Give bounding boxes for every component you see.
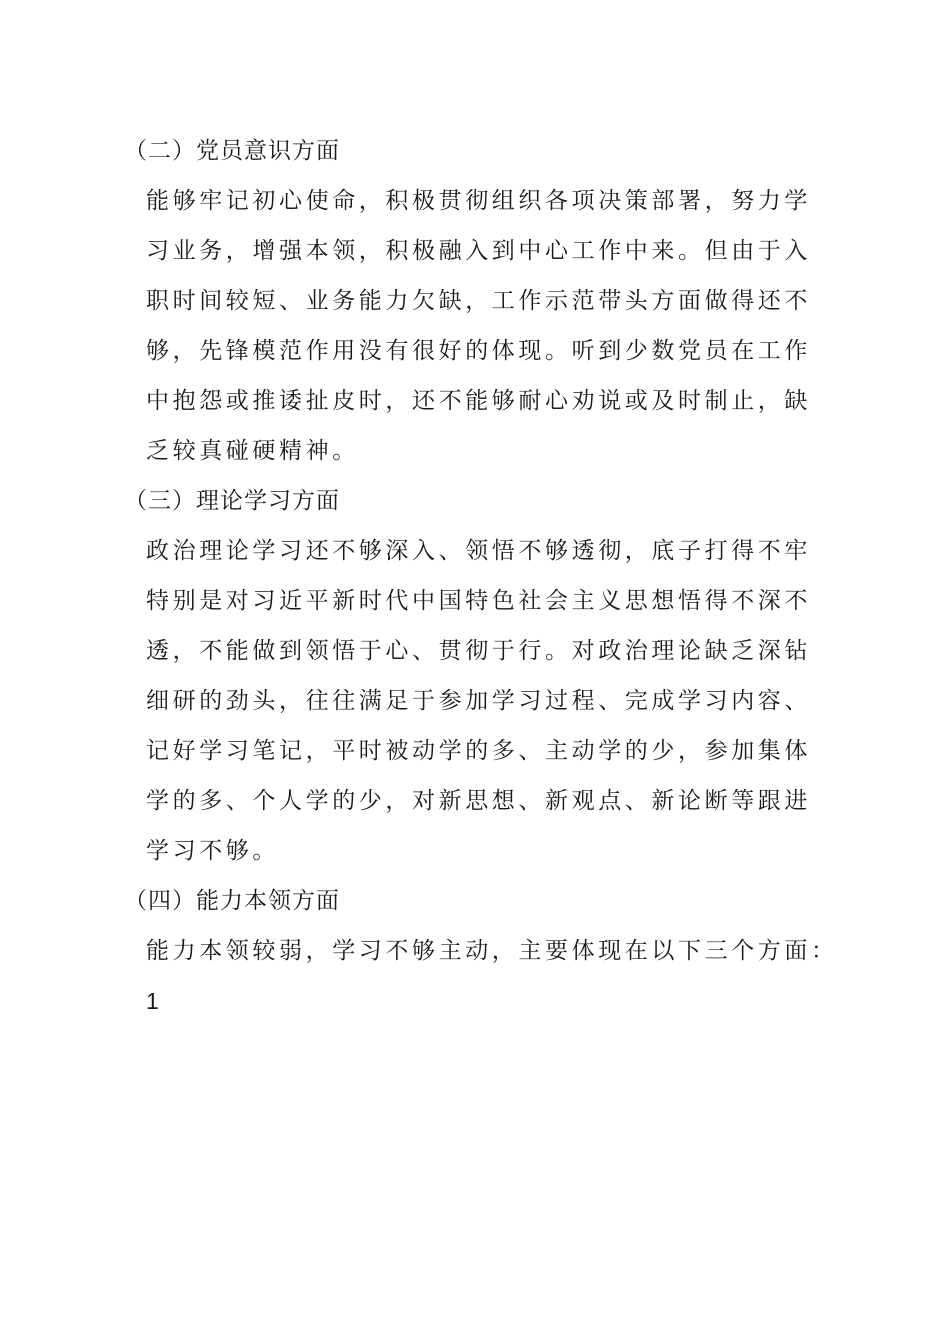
section-heading-theory-study: （三）理论学习方面 [124,488,340,514]
paragraph-line: 能够牢记初心使命，积极贯彻组织各项决策部署，努力学 [146,188,811,214]
paragraph-party-awareness [146,176,816,476]
paragraph-line: 能力本领较弱，学习不够主动，主要体现在以下三个方面： [146,938,838,964]
paragraph-line: 学的多、个人学的少，对新思想、新观点、新论断等跟进 [146,788,811,814]
paragraph-theory-study [146,526,816,876]
list-number: 1 [146,988,159,1014]
document-body [124,126,838,1026]
paragraph-line: 乏较真碰硬精神。 [146,438,359,464]
paragraph-line: 记好学习笔记，平时被动学的多、主动学的少，参加集体 [146,738,811,764]
paragraph-line: 中抱怨或推诿扯皮时，还不能够耐心劝说或及时制止，缺 [146,388,811,414]
paragraph-line: 学习不够。 [146,838,279,864]
paragraph-line: 特别是对习近平新时代中国特色社会主义思想悟得不深不 [146,588,811,614]
paragraph-line: 职时间较短、业务能力欠缺，工作示范带头方面做得还不 [146,288,811,314]
paragraph-ability [146,926,838,976]
section-heading-ability: （四）能力本领方面 [124,888,340,914]
paragraph-line: 细研的劲头，往往满足于参加学习过程、完成学习内容、 [146,688,811,714]
paragraph-line: 政治理论学习还不够深入、领悟不够透彻，底子打得不牢 [146,538,811,564]
section-heading-party-awareness: （二）党员意识方面 [124,138,340,164]
paragraph-line: 够，先锋模范作用没有很好的体现。听到少数党员在工作 [146,338,811,364]
paragraph-line: 透，不能做到领悟于心、贯彻于行。对政治理论缺乏深钻 [146,638,811,664]
paragraph-line: 习业务，增强本领，积极融入到中心工作中来。但由于入 [146,238,811,264]
